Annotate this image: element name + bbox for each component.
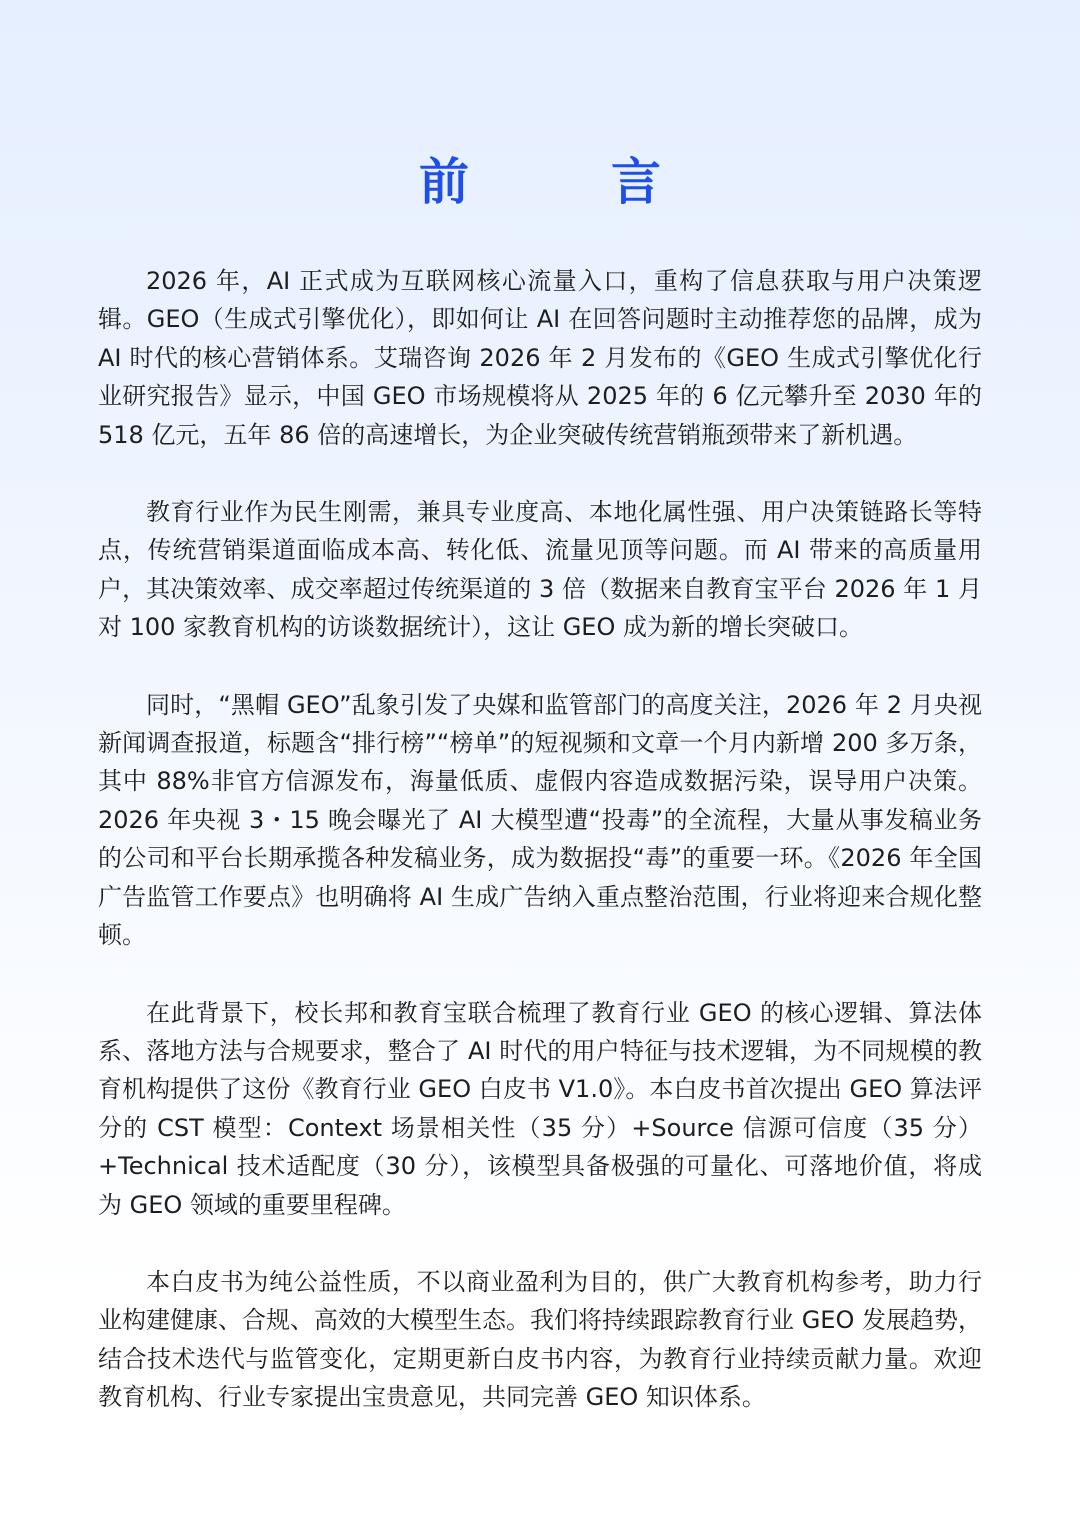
preface-body — [98, 262, 982, 1456]
paragraph-4: 在此背景下，校长邦和教育宝联合梳理了教育行业 GEO 的核心逻辑、算法体系、落地方法与合规要求，整合了 AI 时代的用户特征与技术逻辑，为不同规模的教育机构提供了这份《教育行业 GEO 白皮书 V1.0》。本白皮书首次提出 GEO 算法评分的 CST 模型：Context 场景相关性（35 分）+Source 信源可信度（35 分）+Technical 技术适配度（30 分），该模型具备极强的可量化、可落地价值，将成为 GEO 领域的重要里程碑。 — [98, 998, 982, 1219]
paragraph-1: 2026 年，AI 正式成为互联网核心流量入口，重构了信息获取与用户决策逻辑。GEO（生成式引擎优化），即如何让 AI 在回答问题时主动推荐您的品牌，成为 AI 时代的核心营销体系。艾瑞咨询 2026 年 2 月发布的《GEO 生成式引擎优化行业研究报告》显示，中国 GEO 市场规模将从 2025 年的 6 亿元攀升至 2030 年的 518 亿元，五年 86 倍的高速增长，为企业突破传统营销瓶颈带来了新机遇。 — [98, 267, 982, 449]
paragraph-2: 教育行业作为民生刚需，兼具专业度高、本地化属性强、用户决策链路长等特点，传统营销渠道面临成本高、转化低、流量见顶等问题。而 AI 带来的高质量用户，其决策效率、成交率超过传统渠道的 3 倍（数据来自教育宝平台 2026 年 1 月对 100 家教育机构的访谈数据统计），这让 GEO 成为新的增长突破口。 — [98, 498, 982, 642]
paragraph-5: 本白皮书为纯公益性质，不以商业盈利为目的，供广大教育机构参考，助力行业构建健康、合规、高效的大模型生态。我们将持续跟踪教育行业 GEO 发展趋势，结合技术迭代与监管变化，定期更新白皮书内容，为教育行业持续贡献力量。欢迎教育机构、行业专家提出宝贵意见，共同完善 GEO 知识体系。 — [98, 1267, 982, 1412]
page-title: 前 言 — [419, 153, 707, 211]
paragraph-3: 同时，“黑帽 GEO”乱象引发了央媒和监管部门的高度关注，2026 年 2 月央视新闻调查报道，标题含“排行榜”“榜单”的短视频和文章一个月内新增 200 多万条，其中 88%非官方信源发布，海量低质、虚假内容造成数据污染，误导用户决策。2026 年央视 3・15 晚会曝光了 AI 大模型遭“投毒”的全流程，大量从事发稿业务的公司和平台长期承揽各种发稿业务，成为数据投“毒”的重要一环。《2026 年全国广告监管工作要点》也明确将 AI 生成广告纳入重点整治范围，行业将迎来合规化整顿。 — [98, 690, 982, 950]
